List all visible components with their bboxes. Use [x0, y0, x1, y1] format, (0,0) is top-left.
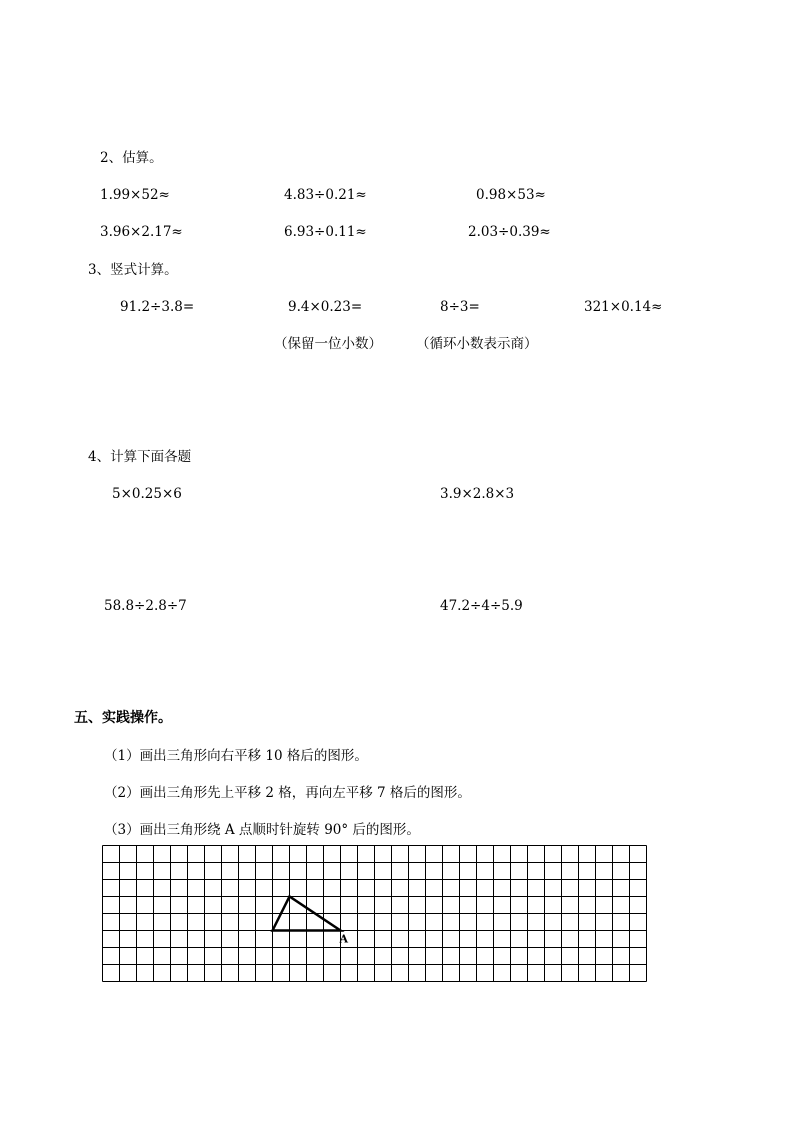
vertical-calc-problem: 91.2÷3.8=: [120, 299, 195, 315]
estimate-problem: 1.99×52≈: [100, 187, 170, 203]
estimate-problem: 6.93÷0.11≈: [284, 224, 367, 240]
grid-svg: [102, 845, 648, 983]
task-item: （1）画出三角形向右平移 10 格后的图形。: [104, 748, 368, 764]
estimate-problem: 2.03÷0.39≈: [468, 224, 551, 240]
estimate-problem: 0.98×53≈: [476, 187, 546, 203]
calc-problem: 3.9×2.8×3: [440, 486, 515, 502]
estimate-problem: 4.83÷0.21≈: [284, 187, 367, 203]
calc-note: （保留一位小数）: [274, 336, 382, 352]
calc-note: （循环小数表示商）: [416, 336, 538, 352]
grid-paper: [102, 845, 648, 983]
section3-heading: 3、竖式计算。: [88, 262, 178, 278]
vertical-calc-problem: 8÷3=: [440, 299, 480, 315]
estimate-problem: 3.96×2.17≈: [100, 224, 183, 240]
section2-heading: 2、估算。: [100, 150, 163, 166]
section4-heading: 4、计算下面各题: [88, 449, 192, 465]
calc-problem: 58.8÷2.8÷7: [104, 598, 187, 614]
task-item: （2）画出三角形先上平移 2 格，再向左平移 7 格后的图形。: [104, 785, 471, 801]
vertical-calc-problem: 9.4×0.23=: [288, 299, 363, 315]
calc-problem: 47.2÷4÷5.9: [440, 598, 523, 614]
vertex-label-a: A: [339, 932, 349, 946]
task-item: （3）画出三角形绕 A 点顺时针旋转 90° 后的图形。: [104, 822, 420, 838]
section5-heading: 五、实践操作。: [74, 710, 172, 726]
vertical-calc-problem: 321×0.14≈: [584, 299, 663, 315]
calc-problem: 5×0.25×6: [112, 486, 182, 502]
